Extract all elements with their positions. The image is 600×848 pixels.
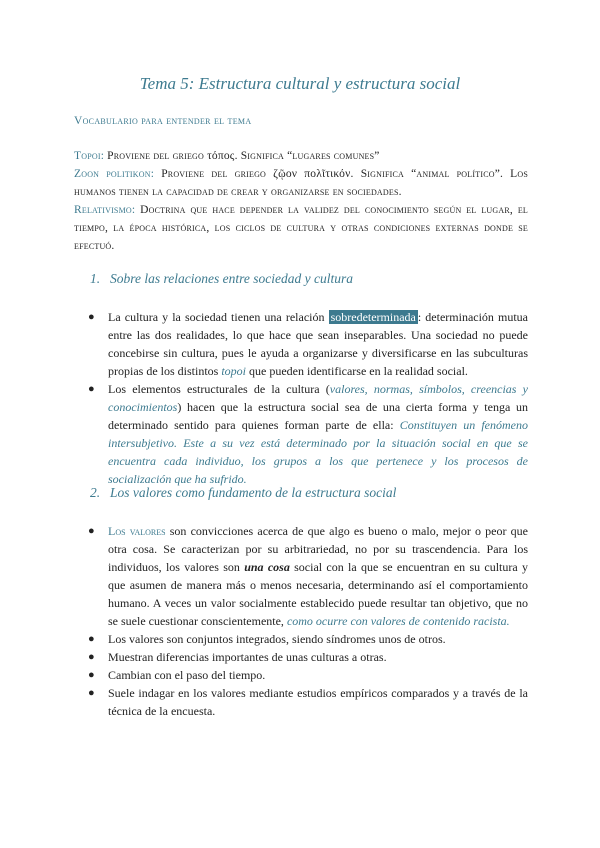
vocabulary-heading: Vocabulario para entender el tema: [74, 115, 252, 127]
definition-text: Doctrina que hace depender la validez del conocimiento según el lugar, el tiempo, la época histórica, los ciclos de cultura y otras condiciones externas donde se efectuó.: [74, 204, 528, 252]
bullet-icon: ●: [88, 687, 95, 699]
term-topoi-inline: topoi: [221, 364, 247, 378]
section-number: 1.: [90, 271, 101, 286]
bullet-icon: ●: [88, 633, 95, 645]
highlighted-term: sobredeterminada: [330, 310, 416, 324]
item-text: Suele indagar en los valores mediante estudios empíricos comparados y a través de la técnica de la encuesta.: [108, 686, 528, 718]
term-los-valores: Los valores: [108, 524, 166, 538]
definition-zoon-politikon: [74, 165, 528, 201]
section-title-text: Los valores como fundamento de la estructura social: [110, 485, 397, 500]
list-item: [88, 630, 528, 648]
item-text: : determinación mutua entre las dos realidades, lo que hace que sean inseparables. Una sociedad no puede concebirse sin cultura, pues le ayuda a organizarse y diversificarse en las subculturas propias de los distintos: [108, 310, 529, 378]
item-text: La cultura y la sociedad tienen una relación: [108, 310, 329, 324]
racist-values-note: como ocurre con valores de contenido racista.: [286, 614, 510, 628]
definition-topoi: [74, 147, 528, 165]
term-zoon-politikon: Zoon politikon:: [74, 168, 155, 180]
item-text: son convicciones acerca de que algo es bueno o malo, mejor o peor que otra cosa. Se caracterizan por su arbitrariedad, no por su trascendencia. Para los individuos, los valores son: [108, 524, 528, 574]
bullet-icon: ●: [88, 525, 95, 537]
page-title: Tema 5: Estructura cultural y estructura social: [139, 74, 461, 93]
item-text: ) hacen que la estructura social sea de una cierta forma y tenga un determinado sentido para quienes forman parte de ella:: [108, 400, 528, 432]
definition-text: Proviene del griego: [104, 150, 208, 162]
definition-relativismo: [74, 201, 528, 255]
list-item: [88, 648, 528, 666]
list-item: [88, 666, 528, 684]
list-item: [88, 308, 528, 380]
item-text: que pueden identificarse en la realidad social.: [246, 364, 468, 378]
item-text: social con la que se encuentran en su cultura y que asumen de manera más o menos necesaria, determinando así el comportamiento humano. A veces un valor socialmente establecido puede resultar tan objetivo, que no se suele cuestionar conscientemente,: [108, 560, 529, 628]
emphasis-una-cosa: una cosa: [244, 560, 290, 574]
cultural-elements: valores, normas, símbolos, creencias y conocimientos: [108, 382, 528, 414]
item-text: Los elementos estructurales de la cultura (: [108, 382, 330, 396]
list-item: [88, 522, 528, 630]
item-text: Cambian con el paso del tiempo.: [108, 668, 266, 682]
greek-word: τόπος: [207, 150, 235, 162]
list-item: [88, 380, 528, 488]
section-title-text: Sobre las relaciones entre sociedad y cultura: [110, 271, 353, 286]
definition-text: . Significa “animal político”. Los humanos tienen la capacidad de crear y organizarse en sociedades.: [74, 168, 529, 198]
bullet-icon: ●: [88, 651, 95, 663]
item-text: Muestran diferencias importantes de unas culturas a otras.: [108, 650, 387, 664]
section-2-list: [88, 522, 528, 720]
bullet-icon: ●: [88, 669, 95, 681]
list-item: [88, 684, 528, 720]
term-topoi: Topoi:: [74, 150, 105, 162]
section-2-title: [90, 485, 396, 501]
section-1-title: [90, 271, 353, 287]
bullet-icon: ●: [88, 383, 95, 395]
intersubjective-note: Constituyen un fenómeno intersubjetivo. Este a su vez está determinado por la situación social en que se encuentra cada individuo, los grupos a los que pertenece y los procesos de socialización que ha sufrido.: [108, 418, 529, 486]
definition-text: . Significa “lugares comunes”: [234, 150, 380, 162]
definition-text: Proviene del griego: [154, 168, 274, 180]
item-text: Los valores son conjuntos integrados, siendo síndromes unos de otros.: [108, 632, 446, 646]
term-relativismo: Relativismo:: [74, 204, 136, 216]
bullet-icon: ●: [88, 311, 95, 323]
section-number: 2.: [90, 485, 101, 500]
greek-word: ζῷον πολῖτικόν: [273, 168, 351, 180]
section-1-list: [88, 308, 528, 488]
